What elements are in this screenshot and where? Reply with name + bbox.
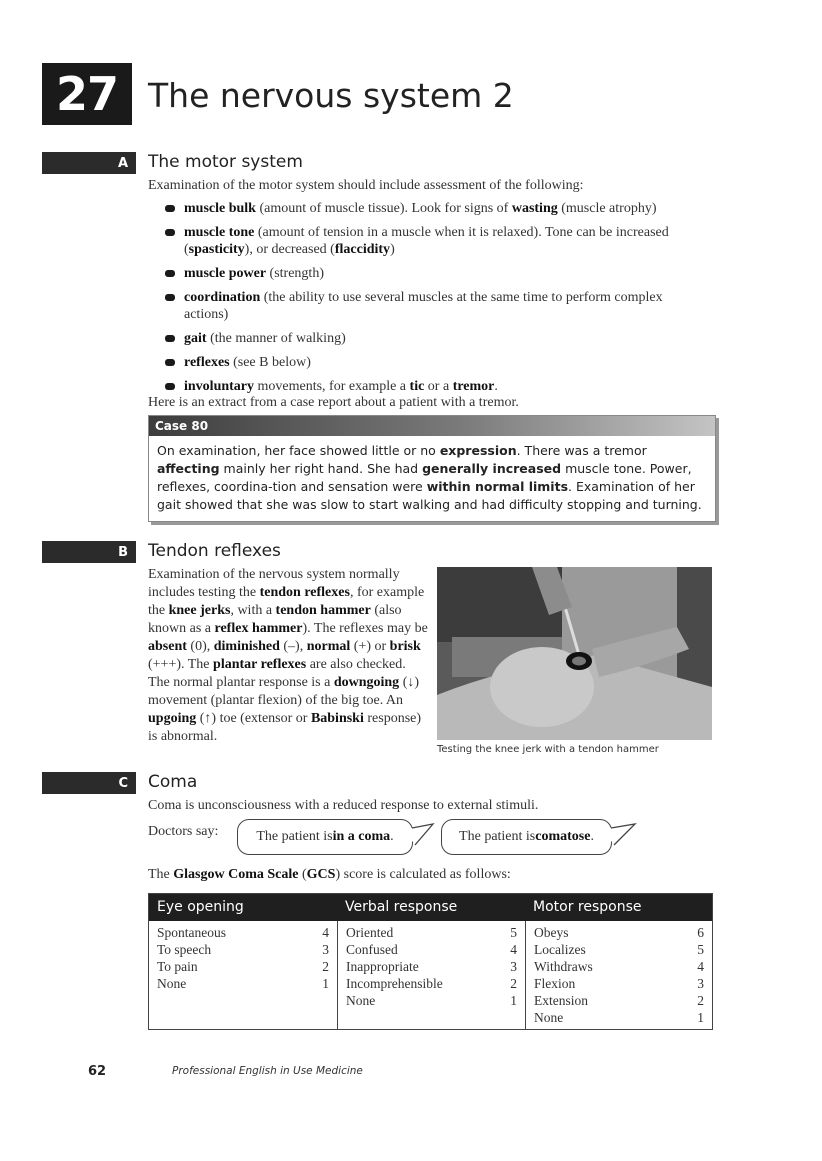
table-row: Confused 4 xyxy=(346,942,517,957)
table-row: To pain 2 xyxy=(157,959,329,974)
knee-jerk-photo xyxy=(437,567,712,740)
section-b-marker: B xyxy=(42,541,136,563)
table-row: None 1 xyxy=(346,993,517,1008)
list-item: muscle power (strength) xyxy=(160,265,700,282)
speech-bubble-comatose: The patient is comatose . xyxy=(441,819,612,855)
case-text: On examination, her face showed little or no expression. There was a tremor affecting mainly her right hand. She had generally increased muscle tone. Power, reflexes, coordina-tion and sensation were within normal limits. Examination of her gait showed that she was slow to start walking and had difficulty stopping and turning. xyxy=(157,443,702,512)
book-title: Professional English in Use Medicine xyxy=(172,1065,363,1077)
speech-bubble-coma: The patient is in a coma . xyxy=(237,819,413,855)
table-row: Oriented 5 xyxy=(346,925,517,940)
section-a-marker: A xyxy=(42,152,136,174)
section-a-outro: Here is an extract from a case report about a patient with a tremor. xyxy=(148,395,519,410)
table-row: Spontaneous 4 xyxy=(157,925,329,940)
list-item: gait (the manner of walking) xyxy=(160,330,700,347)
gcs-header-verbal: Verbal response xyxy=(345,899,458,915)
section-b-title: Tendon reflexes xyxy=(148,541,281,561)
gcs-header-eye: Eye opening xyxy=(157,899,244,915)
table-row: Incomprehensible 2 xyxy=(346,976,517,991)
table-row: None 1 xyxy=(534,1010,704,1025)
photo-caption: Testing the knee jerk with a tendon hammer xyxy=(437,744,659,755)
gcs-column-motor xyxy=(525,921,712,1029)
section-a-title: The motor system xyxy=(148,152,303,172)
gcs-table xyxy=(148,893,713,1030)
motor-assessment-list xyxy=(160,200,700,402)
case-report-box xyxy=(148,415,716,522)
section-c-title: Coma xyxy=(148,772,198,792)
gcs-intro: The Glasgow Coma Scale (GCS) score is calculated as follows: xyxy=(148,867,511,882)
list-item: coordination (the ability to use several muscles at the same time to perform complex actions) xyxy=(160,289,700,323)
gcs-header-motor: Motor response xyxy=(533,899,642,915)
case-label: Case 80 xyxy=(149,416,715,436)
section-c-marker: C xyxy=(42,772,136,794)
table-row: Obeys 6 xyxy=(534,925,704,940)
table-row: Localizes 5 xyxy=(534,942,704,957)
list-item: muscle bulk (amount of muscle tissue). Look for signs of wasting (muscle atrophy) xyxy=(160,200,700,217)
table-row: None 1 xyxy=(157,976,329,991)
table-row: To speech 3 xyxy=(157,942,329,957)
section-a-intro: Examination of the motor system should include assessment of the following: xyxy=(148,178,584,193)
gcs-column-eye xyxy=(149,921,337,1029)
unit-title: The nervous system 2 xyxy=(148,76,514,115)
section-c-intro: Coma is unconsciousness with a reduced response to external stimuli. xyxy=(148,798,539,813)
list-item: involuntary movements, for example a tic or a tremor. xyxy=(160,378,700,395)
list-item: reflexes (see B below) xyxy=(160,354,700,371)
section-b-text: Examination of the nervous system normally includes testing the tendon reflexes, for example the knee jerks, with a tendon hammer (also known as a reflex hammer). The reflexes may be absent (0), diminished (–), normal (+) or brisk (+++). The plantar reflexes are also checked. The normal plantar response is a downgoing (↓) movement (plantar flexion) of the big toe. An upgoing (↑) toe (extensor or Babinski response) is abnormal. xyxy=(148,567,428,744)
doctors-say-label: Doctors say: xyxy=(148,824,219,839)
unit-number: 27 xyxy=(42,63,132,125)
page-number: 62 xyxy=(88,1064,107,1079)
speech-bubble-tail-icon xyxy=(609,822,637,848)
gcs-column-verbal xyxy=(337,921,525,1029)
table-row: Flexion 3 xyxy=(534,976,704,991)
table-row: Extension 2 xyxy=(534,993,704,1008)
list-item: muscle tone (amount of tension in a muscle when it is relaxed). Tone can be increased (spasticity), or decreased (flaccidity) xyxy=(160,224,700,258)
table-row: Withdraws 4 xyxy=(534,959,704,974)
speech-bubble-tail-icon xyxy=(410,822,436,848)
table-row: Inappropriate 3 xyxy=(346,959,517,974)
